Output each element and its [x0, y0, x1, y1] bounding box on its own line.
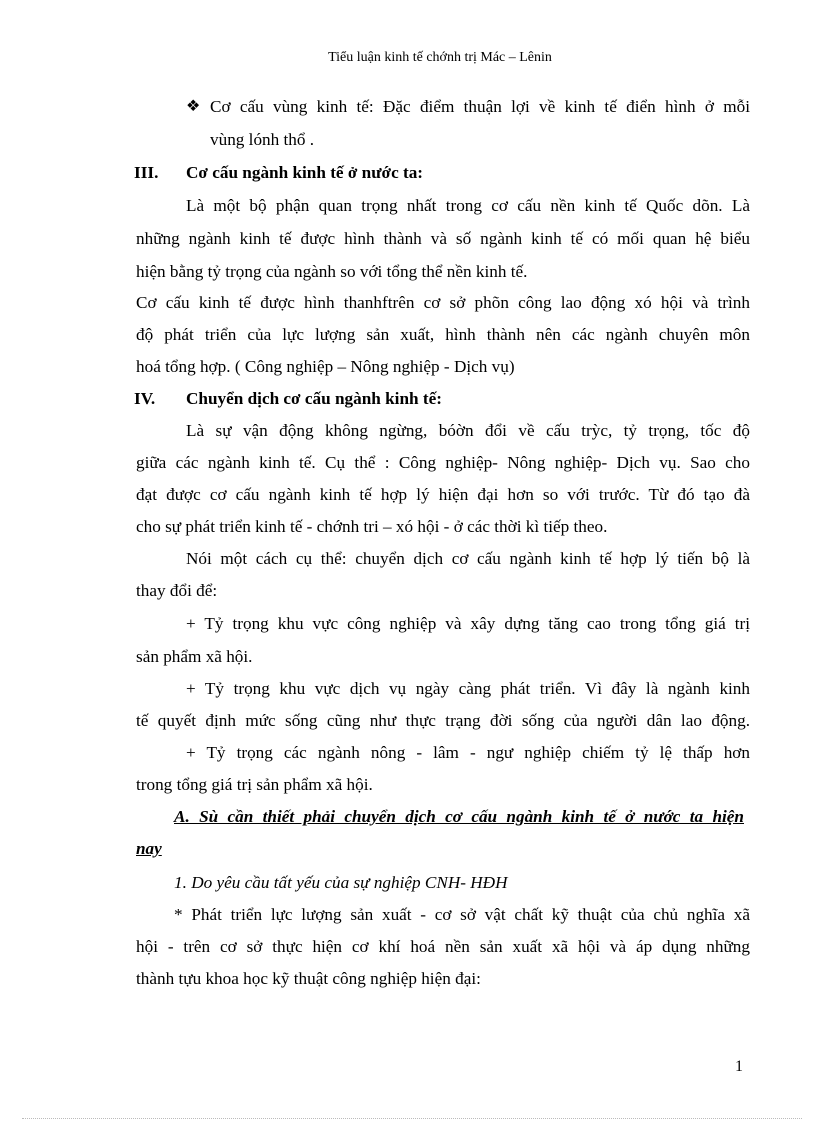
section-heading-iii: Cơ cấu ngành kinh tế ở nước ta:	[186, 163, 424, 182]
section-number-iv: IV.	[134, 389, 156, 408]
subheading-a: A. Sù cần thiết phải chuyển dịch cơ cấu ngành kinh tế ở nước ta hiện	[174, 807, 744, 826]
text-line: độ phát triển của lực lượng sản xuất, hình thành nên các ngành chuyên môn	[136, 325, 750, 344]
text-line: Nói một cách cụ thể: chuyển dịch cơ cấu ngành kinh tế hợp lý tiến bộ là	[186, 549, 750, 568]
page-header: Tiểu luận kinh tế chớnh trị Mác – Lênin	[328, 50, 552, 65]
page-number: 1	[735, 1058, 743, 1075]
text-line: những ngành kinh tế được hình thành và số ngành kinh tế có mối quan hệ biểu	[136, 229, 750, 248]
text-line: vùng lónh thổ .	[210, 130, 315, 149]
text-line: hội - trên cơ sở thực hiện cơ khí hoá nền sản xuất xã hội và áp dụng những	[136, 937, 750, 956]
subheading-a-cont: nay	[136, 839, 162, 858]
footer-divider	[22, 1118, 802, 1119]
text-line: trong tổng giá trị sản phẩm xã hội.	[136, 775, 373, 794]
text-line: giữa các ngành kinh tế. Cụ thể : Công nghiệp- Nông nghiệp- Dịch vụ. Sao cho	[136, 453, 750, 472]
text-line: + Tỷ trọng khu vực dịch vụ ngày càng phát triển. Vì đây là ngành kinh	[186, 679, 750, 698]
bullet-icon: ❖	[186, 98, 201, 115]
text-line: + Tỷ trọng các ngành nông - lâm - ngư nghiệp chiếm tỷ lệ thấp hơn	[186, 743, 750, 762]
text-line: * Phát triển lực lượng sản xuất - cơ sở vật chất kỹ thuật của chủ nghĩa xã	[174, 905, 750, 924]
text-line: đạt được cơ cấu ngành kinh tế hợp lý hiện đại hơn so với trước. Từ đó tạo đà	[136, 485, 750, 504]
subsection-1: 1. Do yêu cầu tất yếu của sự nghiệp CNH- HĐH	[174, 873, 508, 892]
bullet-text: Cơ cấu vùng kinh tế: Đặc điểm thuận lợi về kinh tế điển hình ở mỗi	[210, 97, 750, 116]
text-line: cho sự phát triển kinh tế - chớnh tri – xó hội - ở các thời kì tiếp theo.	[136, 517, 608, 536]
section-number-iii: III.	[134, 163, 159, 182]
text-line: sản phẩm xã hội.	[136, 647, 253, 666]
section-heading-iv: Chuyển dịch cơ cấu ngành kinh tế:	[186, 389, 442, 408]
text-line: Cơ cấu kinh tế được hình thanhftrên cơ sở phõn công lao động xó hội và trình	[136, 293, 750, 312]
text-line: thay đổi để:	[136, 581, 218, 600]
text-line: hiện bằng tỷ trọng của ngành so với tổng thể nền kinh tế.	[136, 262, 528, 281]
text-line: tế quyết định mức sống cũng như thực trạng đời sống của người dân lao động.	[136, 711, 750, 730]
text-line: + Tỷ trọng khu vực công nghiệp và xây dựng tăng cao trong tổng giá trị	[186, 614, 750, 633]
text-line: hoá tổng hợp. ( Công nghiệp – Nông nghiệp - Dịch vụ)	[136, 357, 515, 376]
text-line: thành tựu khoa học kỹ thuật công nghiệp hiện đại:	[136, 969, 481, 988]
text-line: Là một bộ phận quan trọng nhất trong cơ cấu nền kinh tế Quốc dõn. Là	[186, 196, 750, 215]
text-line: Là sự vận động không ngừng, bóờn đổi về cấu trỳc, tỷ trọng, tốc độ	[186, 421, 750, 440]
